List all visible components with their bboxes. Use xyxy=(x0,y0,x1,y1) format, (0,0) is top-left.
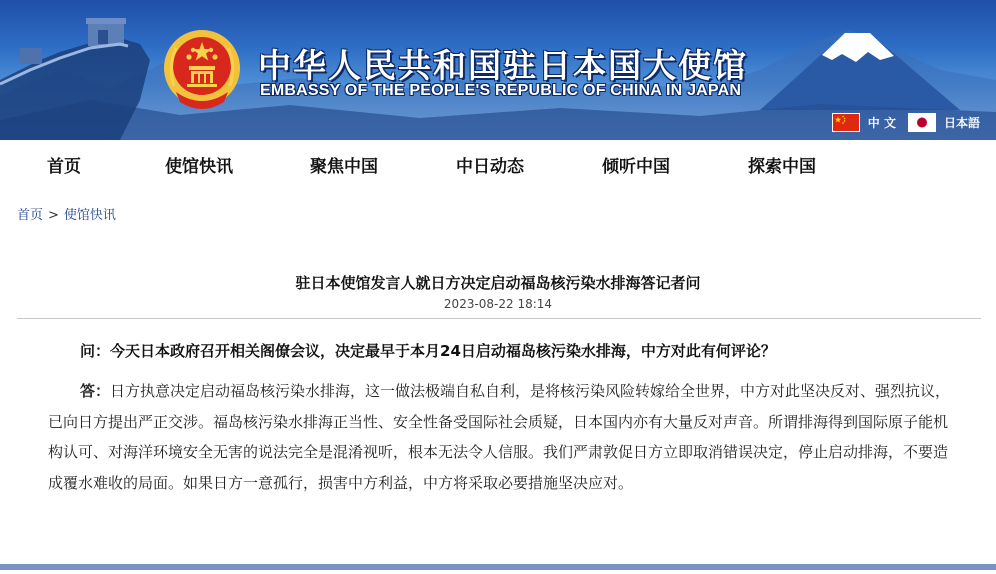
breadcrumb-home-link[interactable]: 首页 xyxy=(17,208,44,223)
language-switcher xyxy=(820,113,980,132)
article-date: 2023-08-22 18:14 xyxy=(443,297,553,311)
header-banner xyxy=(0,0,996,140)
title-divider xyxy=(17,318,981,319)
article-title: 驻日本使馆发言人就日方决定启动福岛核污染水排海答记者问 xyxy=(295,274,701,292)
answer-label: 答： xyxy=(80,382,111,400)
nav-item-listen-china[interactable]: 倾听中国 xyxy=(602,157,670,177)
lang-chinese-link[interactable] xyxy=(832,113,896,132)
japan-flag-icon xyxy=(908,113,936,132)
lang-japanese-link[interactable] xyxy=(908,113,980,132)
nav-item-china-japan[interactable]: 中日动态 xyxy=(456,157,524,177)
national-emblem-icon xyxy=(160,26,244,112)
article-question: 问：今天日本政府召开相关阁僚会议，决定最早于本月24日启动福岛核污染水排海，中方对此有何评论？ xyxy=(80,342,776,360)
china-flag-icon xyxy=(832,113,860,132)
site-title-en: EMBASSY OF THE PEOPLE'S REPUBLIC OF CHINA IN JAPAN xyxy=(260,82,742,99)
breadcrumb-current-link[interactable]: 使馆快讯 xyxy=(63,208,116,223)
site-title-cn: 中华人民共和国驻日本国大使馆 xyxy=(258,46,748,85)
article-answer xyxy=(48,376,953,498)
footer-bar xyxy=(0,564,996,570)
breadcrumb xyxy=(17,204,116,223)
answer-text: 日方执意决定启动福岛核污染水排海，这一做法极端自私自利，是将核污染风险转嫁给全世界，中方对此坚决反对、强烈抗议，已向日方提出严正交涉。福岛核污染水排海正当性、安全性备受国际社会质疑，日本国内亦有大量反对声音。所谓排海得到国际原子能机构认可、对海洋环境安全无害的说法完全是混淆视听，根本无法令人信服。我们严肃敦促日方立即取消错误决定，停止启动排海，不要造成覆水难收的局面。如果日方一意孤行，损害中方利益，中方将采取必要措施坚决应对。 xyxy=(48,382,951,492)
nav-item-explore-china[interactable]: 探索中国 xyxy=(748,157,816,177)
lang-chinese-label: 中 文 xyxy=(867,116,896,130)
main-nav xyxy=(0,140,996,186)
nav-item-home[interactable]: 首页 xyxy=(47,157,81,177)
breadcrumb-separator: > xyxy=(48,208,59,223)
nav-item-embassy-news[interactable]: 使馆快讯 xyxy=(165,157,233,177)
nav-item-focus-china[interactable]: 聚焦中国 xyxy=(310,157,378,177)
lang-japanese-label: 日本語 xyxy=(943,116,980,130)
